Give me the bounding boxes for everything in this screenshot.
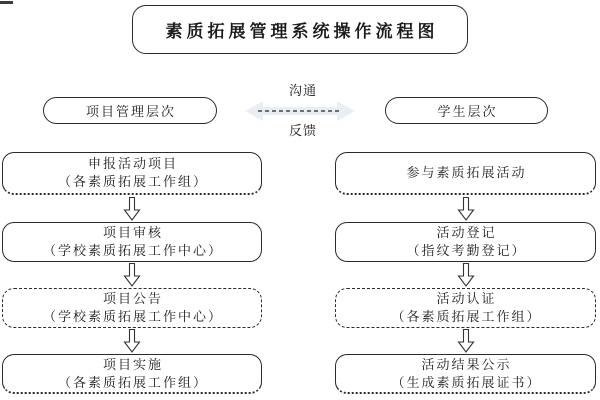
exchange-top-label: 沟通 (288, 83, 317, 98)
exchange-bottom-label: 反馈 (288, 123, 317, 138)
down-arrow-icon (457, 197, 475, 221)
diagram-title-box (132, 5, 468, 54)
flow-box-participate-activity (335, 152, 596, 195)
level-label: 项目管理层次 (85, 104, 176, 119)
flow-box-line2: （指纹考勤登记） (406, 243, 527, 258)
flow-box-line1: 活动结果公示 (421, 356, 512, 372)
flow-box-line1: 申报活动项目 (87, 156, 178, 171)
down-arrow-icon (457, 329, 475, 353)
flow-box-activity-registration (335, 222, 596, 262)
flow-box-project-implementation (2, 354, 262, 394)
flow-box-line1: 项目公告 (102, 291, 163, 306)
down-arrow-icon (123, 197, 141, 221)
flow-box-line1: 项目实施 (102, 356, 163, 372)
level-box-project-management (43, 97, 217, 124)
flow-box-line2: （各素质拓展工作组） (391, 309, 542, 324)
flow-box-line2: （生成素质拓展证书） (391, 374, 542, 390)
flow-box-activity-certification (335, 288, 596, 328)
diagram-title: 素质拓展管理系统操作流程图 (165, 22, 439, 41)
down-arrow-icon (123, 263, 141, 287)
flow-box-line1: 活动登记 (436, 225, 497, 240)
flow-box-apply-activity-project (2, 152, 262, 195)
flow-box-activity-results-publication (335, 354, 596, 394)
flow-box-line2: （学校素质拓展工作中心） (42, 309, 223, 324)
level-label: 学生层次 (437, 104, 498, 119)
flow-box-project-review (2, 222, 262, 262)
flow-box-line1: 参与素质拓展活动 (406, 165, 527, 180)
flow-box-line2: （学校素质拓展工作中心） (42, 243, 223, 258)
down-arrow-icon (123, 329, 141, 353)
flow-box-line2: （各素质拓展工作组） (57, 374, 208, 390)
flow-box-line1: 活动认证 (436, 291, 497, 306)
flow-box-line1: 项目审核 (102, 225, 163, 240)
down-arrow-icon (457, 263, 475, 287)
level-box-students (385, 97, 548, 124)
flow-box-line2: （各素质拓展工作组） (57, 174, 208, 189)
scan-artifact-mark (0, 1, 13, 4)
flow-box-project-announcement (2, 288, 262, 328)
